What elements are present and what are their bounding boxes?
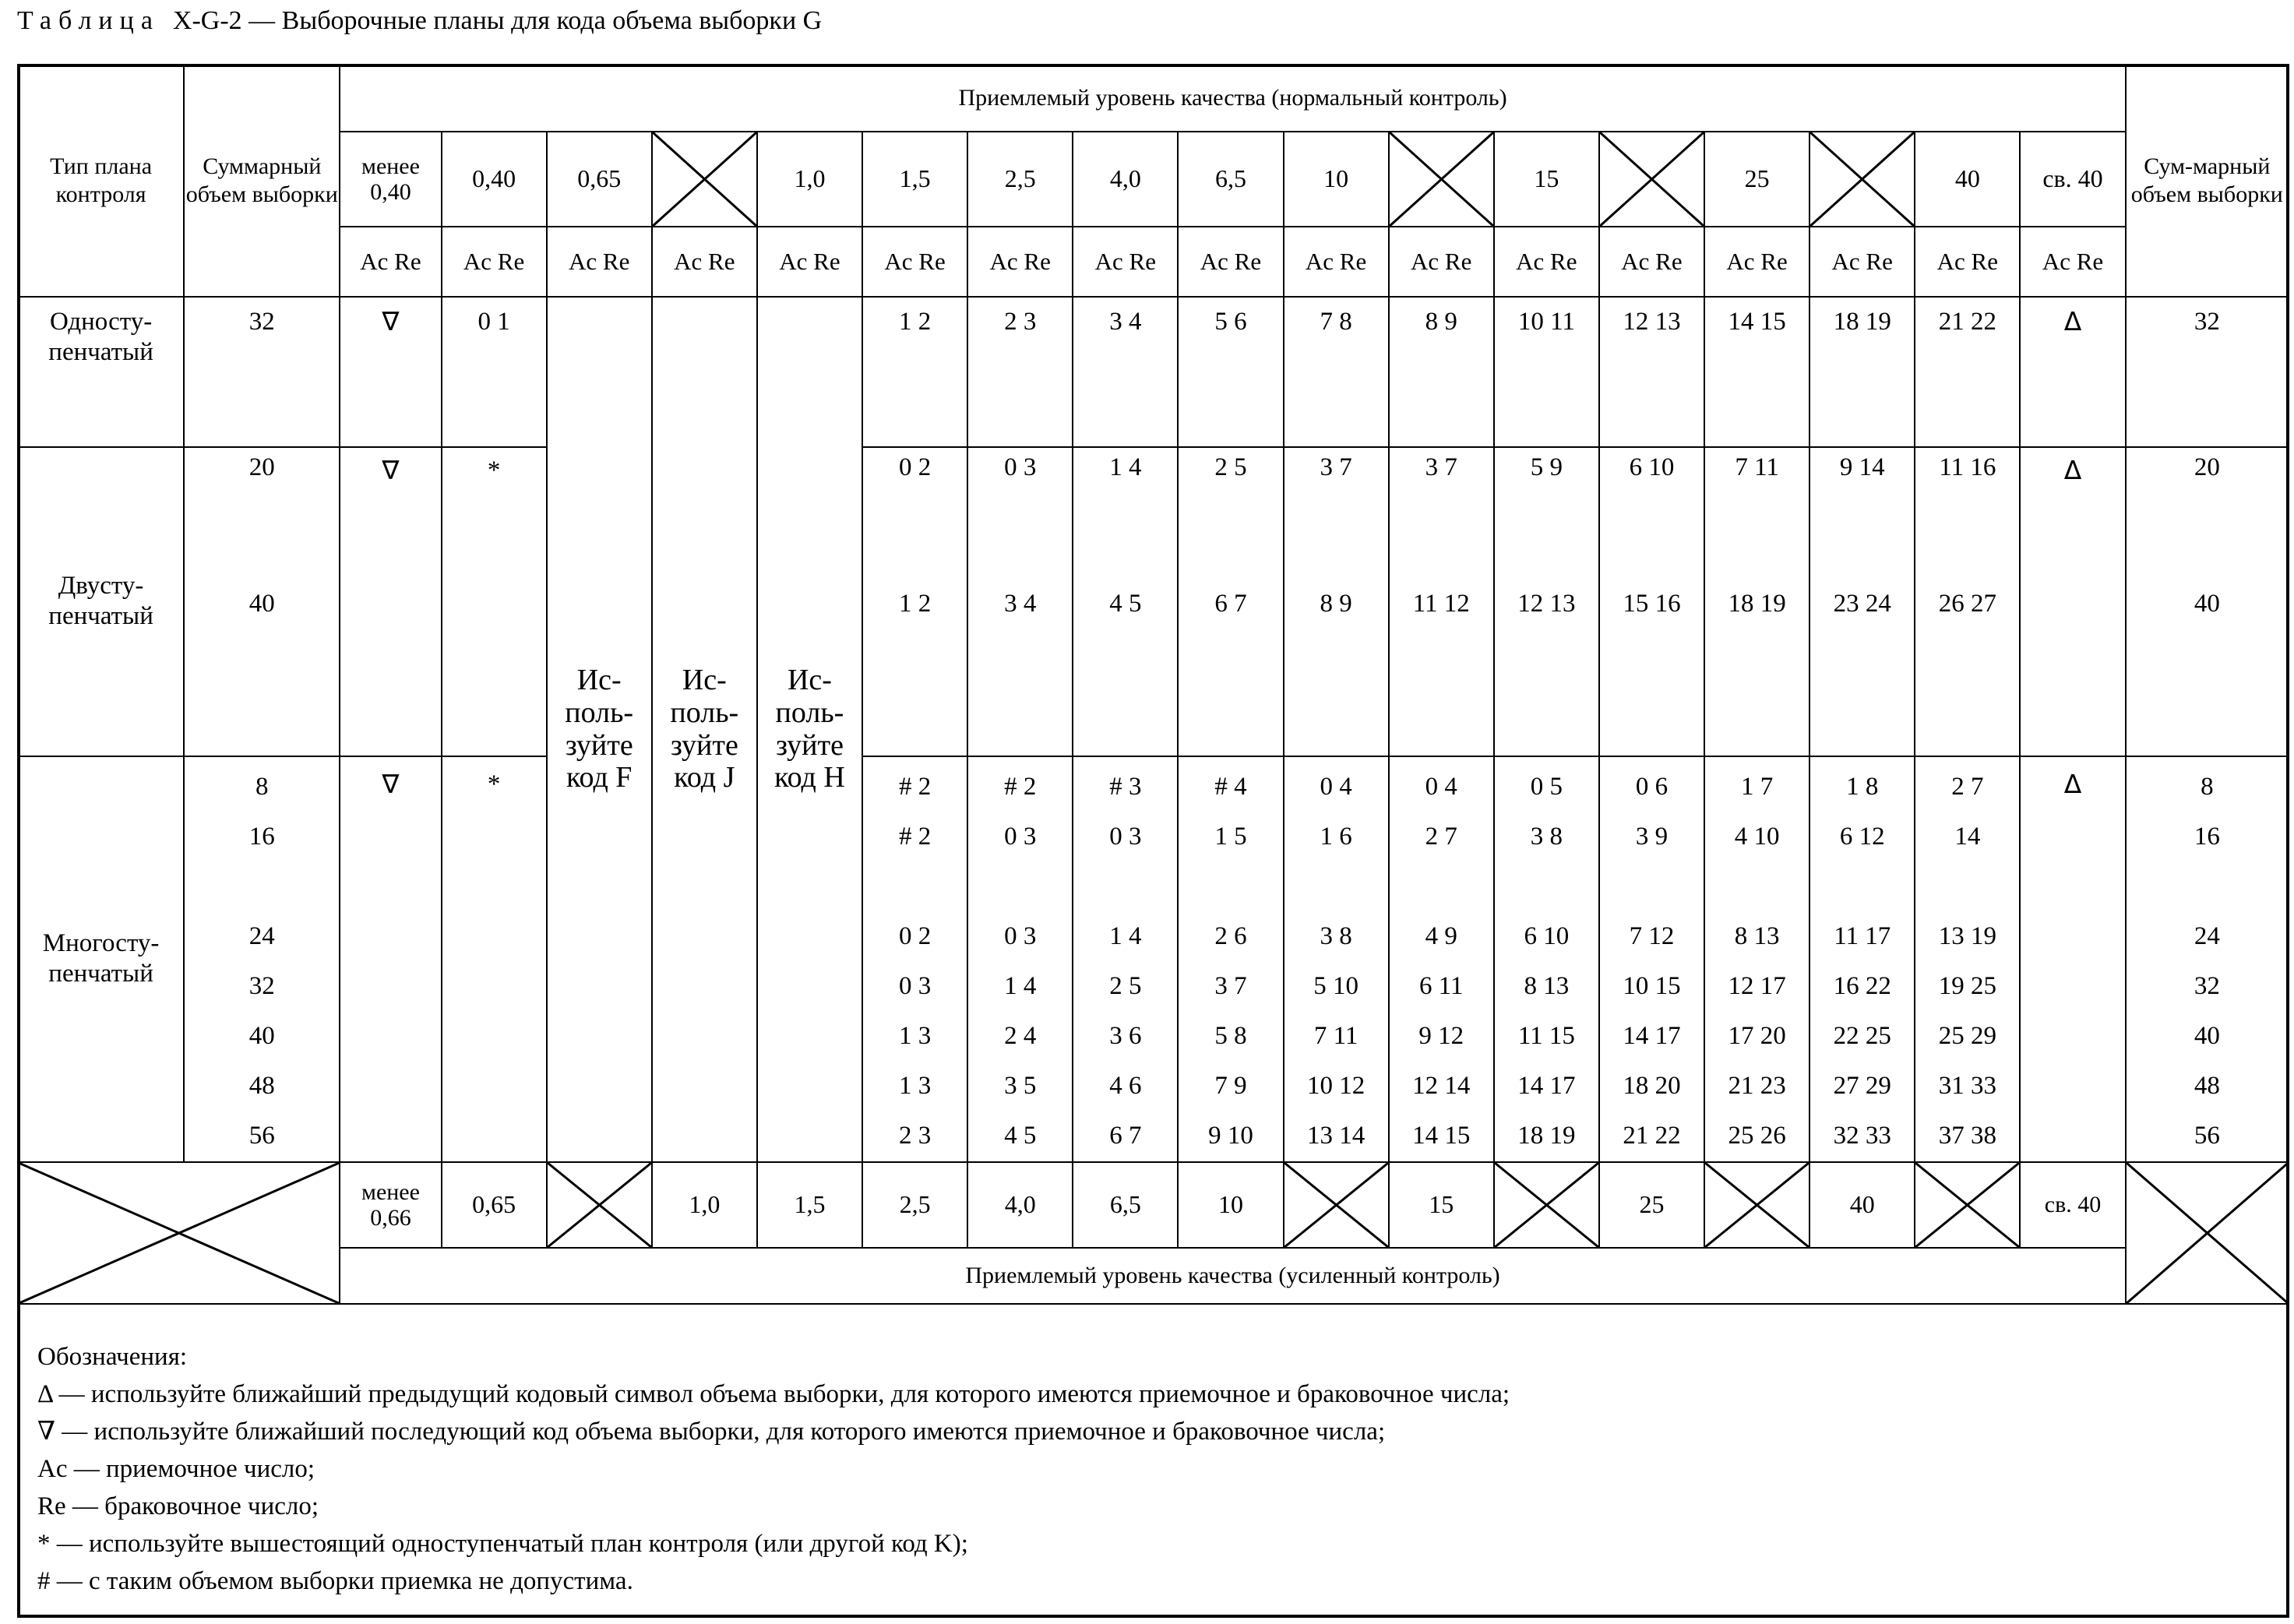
- ac-re-value: 19 25: [1938, 972, 1996, 1001]
- ac-re-value: 13 14: [1306, 1122, 1365, 1150]
- ac-re-header: Ac Re: [1704, 227, 1809, 297]
- use-code-j: Ис-поль-зуйте код J: [652, 297, 757, 1161]
- ac-re-value: 2 5: [1109, 972, 1142, 1001]
- ac-re-cell: [1389, 756, 1494, 1162]
- ac-re-value: 6 7: [1214, 589, 1247, 618]
- ac-re-value: 6 7: [1109, 1122, 1142, 1150]
- aql-normal-cell: св. 40: [2020, 132, 2125, 227]
- ac-re-value: 10 11: [1494, 297, 1599, 446]
- ac-re-header: Ac Re: [340, 227, 441, 297]
- legend-item: # — с таким объемом выборки приемка не допустима.: [37, 1567, 633, 1595]
- triangle-up-symbol: Δ: [2020, 447, 2125, 756]
- ac-re-value: 18 20: [1623, 1072, 1681, 1101]
- plan-type-double: Двусту-пенчатый: [18, 447, 184, 756]
- ac-re-value: 1 2: [898, 589, 932, 618]
- ac-re-value: 3 7: [1320, 453, 1352, 481]
- ac-re-value: 3 9: [1635, 823, 1669, 851]
- legend-item: Δ — используйте ближайший предыдущий кодовый символ объема выборки, для которого имеются приемочное и браковочное числа;: [37, 1380, 1510, 1408]
- ac-re-value: 24: [248, 922, 275, 951]
- table-caption: [17, 6, 822, 36]
- ac-re-value: 14: [1954, 823, 1981, 851]
- ac-re-cell: [2126, 756, 2289, 1162]
- ac-re-header: Ac Re: [1809, 227, 1915, 297]
- ac-re-value: 10 15: [1623, 972, 1681, 1001]
- crossed-out-cell: [1284, 1162, 1389, 1248]
- crossed-out-cell: [652, 132, 757, 227]
- ac-re-value: 0 4: [1320, 773, 1352, 801]
- aql-normal-cell: 0,65: [547, 132, 652, 227]
- ac-re-value: 7 11: [1313, 1022, 1358, 1051]
- plan-type-single: Односту-пенчатый: [18, 297, 184, 446]
- ac-re-value: 0 3: [1004, 453, 1037, 481]
- legend-title: Обозначения:: [37, 1343, 188, 1371]
- ac-re-value: 1 4: [1109, 922, 1142, 951]
- ac-re-header: Ac Re: [1073, 227, 1178, 297]
- value-stack: [1810, 762, 1914, 1161]
- ac-re-cell: [184, 447, 340, 756]
- ac-re-value: 2 5: [1214, 453, 1247, 481]
- ac-re-value: 1 8: [1846, 773, 1879, 801]
- ac-re-value: 14 15: [1412, 1122, 1471, 1150]
- crossed-out-corner: [2126, 1162, 2289, 1304]
- ac-re-value: 7 8: [1284, 297, 1389, 446]
- ac-re-value: 56: [248, 1122, 275, 1150]
- legend: [37, 1338, 1510, 1600]
- ac-re-cell: [967, 447, 1073, 756]
- ac-re-value: 14 17: [1517, 1072, 1576, 1101]
- ac-re-value: 32 33: [1833, 1122, 1891, 1150]
- value-stack: [2127, 762, 2288, 1161]
- ac-re-value: 10 12: [1306, 1072, 1365, 1101]
- ac-re-value: 3 4: [1004, 589, 1037, 618]
- ac-re-value: 11 16: [1939, 453, 1996, 481]
- ac-re-cell: [1494, 447, 1599, 756]
- ac-re-value: 27 29: [1833, 1072, 1891, 1101]
- ac-re-value: 16 22: [1833, 972, 1891, 1001]
- use-code-h: Ис-поль-зуйте код H: [757, 297, 862, 1161]
- use-code-f: Ис-поль-зуйте код F: [547, 297, 652, 1161]
- ac-re-value: 2 3: [898, 1122, 932, 1150]
- aql-normal-cell: 1,5: [862, 132, 967, 227]
- ac-re-value: 31 33: [1938, 1072, 1996, 1101]
- ac-re-value: 1 7: [1740, 773, 1774, 801]
- ac-re-cell: [1389, 447, 1494, 756]
- ac-re-header: Ac Re: [1284, 227, 1389, 297]
- ac-re-value: 16: [248, 823, 275, 851]
- ac-re-header: Ac Re: [2020, 227, 2125, 297]
- ac-re-cell: [1494, 756, 1599, 1162]
- value-stack: [968, 762, 1072, 1161]
- aql-normal-cell: 4,0: [1073, 132, 1178, 227]
- ac-re-value: 5 10: [1313, 972, 1358, 1001]
- ac-re-value: 2 3: [967, 297, 1073, 446]
- ac-re-value: 0 1: [442, 297, 547, 446]
- crossed-out-cell: [547, 1162, 652, 1248]
- ac-re-header: Ac Re: [1494, 227, 1599, 297]
- ac-re-value: 3 8: [1530, 823, 1563, 851]
- ac-re-value: 3 8: [1320, 922, 1352, 951]
- ac-re-value: 24: [2194, 922, 2220, 951]
- ac-re-value: # 2: [1004, 773, 1037, 801]
- ac-re-value: 5 6: [1178, 297, 1283, 446]
- ac-re-value: 18 19: [1809, 297, 1915, 446]
- ac-re-value: 4 9: [1425, 922, 1457, 951]
- value-stack: [1284, 762, 1388, 1161]
- value-stack: [1390, 762, 1493, 1161]
- ac-re-cell: [862, 756, 967, 1162]
- ac-re-value: 0 2: [898, 453, 932, 481]
- legend-item: ∇ — используйте ближайший последующий код объема выборки, для которого имеются приемочное и браковочное числа;: [37, 1418, 1386, 1446]
- value-stack: [185, 762, 339, 1161]
- ac-re-cell: [1915, 756, 2020, 1162]
- ac-re-value: 25 26: [1728, 1122, 1786, 1150]
- crossed-out-cell: [1389, 132, 1494, 227]
- legend-item: Re — браковочное число;: [37, 1492, 319, 1520]
- ac-re-value: 12 13: [1599, 297, 1704, 446]
- ac-re-value: 4 5: [1109, 589, 1142, 618]
- plan-type-multiple: Многосту-пенчатый: [18, 756, 184, 1162]
- header-cumulative-sample-right: Сум-марный объем выборки: [2126, 65, 2289, 297]
- ac-re-value: 7 9: [1214, 1072, 1247, 1101]
- ac-re-value: 17 20: [1728, 1022, 1786, 1051]
- aql-tightened-cell: 0,65: [442, 1162, 547, 1248]
- ac-re-value: 13 19: [1938, 922, 1996, 951]
- ac-re-value: 1 6: [1320, 823, 1352, 851]
- ac-re-cell: [2126, 447, 2289, 756]
- ac-re-value: 40: [248, 589, 275, 618]
- sampling-plan-table: [17, 64, 2289, 1305]
- arrow-down-symbol: ∇: [340, 756, 441, 1162]
- ac-re-value: 3 6: [1109, 1022, 1142, 1051]
- aql-tightened-cell: 40: [1809, 1162, 1915, 1248]
- sample-size-right: 32: [2126, 297, 2289, 446]
- ac-re-value: 1 4: [1004, 972, 1037, 1001]
- ac-re-value: 0 3: [1004, 823, 1037, 851]
- ac-re-value: 4 10: [1734, 823, 1780, 851]
- header-plan-type: Тип плана контроля: [18, 65, 184, 297]
- ac-re-value: 7 11: [1735, 453, 1779, 481]
- ac-re-value: 9 10: [1208, 1122, 1253, 1150]
- ac-re-value: 0 3: [1004, 922, 1037, 951]
- crossed-out-cell: [1494, 1162, 1599, 1248]
- ac-re-value: 9 12: [1418, 1022, 1464, 1051]
- aql-normal-cell: менее 0,40: [340, 132, 441, 227]
- ac-re-value: 21 22: [1623, 1122, 1681, 1150]
- ac-re-header: Ac Re: [757, 227, 862, 297]
- ac-re-value: 2 7: [1425, 823, 1457, 851]
- ac-re-header: Ac Re: [1599, 227, 1704, 297]
- ac-re-value: # 2: [898, 773, 932, 801]
- ac-re-cell: [1284, 756, 1389, 1162]
- value-stack: [1705, 762, 1809, 1161]
- ac-re-cell: [1178, 447, 1283, 756]
- arrow-down-symbol: ∇: [340, 447, 441, 756]
- legend-item: * — используйте вышестоящий одноступенчатый план контроля (или другой код K);: [37, 1530, 968, 1558]
- ac-re-value: 3 7: [1214, 972, 1247, 1001]
- ac-re-value: 11 17: [1834, 922, 1891, 951]
- ac-re-value: 3 5: [1004, 1072, 1037, 1101]
- ac-re-value: 16: [2194, 823, 2220, 851]
- ac-re-header: Ac Re: [967, 227, 1073, 297]
- legend-item: Ac — приемочное число;: [37, 1455, 315, 1483]
- ac-re-value: # 3: [1109, 773, 1142, 801]
- ac-re-value: 8 13: [1734, 922, 1780, 951]
- ac-re-value: 11 15: [1517, 1022, 1575, 1051]
- ac-re-cell: [1915, 447, 2020, 756]
- ac-re-value: 26 27: [1938, 589, 1996, 618]
- ac-re-value: 2 7: [1951, 773, 1984, 801]
- ac-re-value: 20: [2194, 453, 2220, 481]
- ac-re-header: Ac Re: [1389, 227, 1494, 297]
- aql-tightened-cell: 10: [1178, 1162, 1283, 1248]
- aql-normal-cell: 0,40: [442, 132, 547, 227]
- ac-re-header: Ac Re: [652, 227, 757, 297]
- ac-re-value: 1 2: [862, 297, 967, 446]
- ac-re-value: 32: [248, 972, 275, 1001]
- ac-re-value: 3 7: [1425, 453, 1457, 481]
- ac-re-value: 7 12: [1629, 922, 1675, 951]
- crossed-out-corner: [18, 1162, 340, 1304]
- value-stack: [1495, 762, 1598, 1161]
- value-stack: [863, 762, 967, 1161]
- sample-size: 32: [184, 297, 340, 446]
- ac-re-value: 25 29: [1938, 1022, 1996, 1051]
- header-cumulative-sample: Суммарный объем выборки: [184, 65, 340, 297]
- aql-tightened-cell: 6,5: [1073, 1162, 1178, 1248]
- ac-re-value: 3 4: [1073, 297, 1178, 446]
- aql-normal-cell: 1,0: [757, 132, 862, 227]
- ac-re-value: 0 2: [898, 922, 932, 951]
- ac-re-value: 4 5: [1004, 1122, 1037, 1150]
- ac-re-cell: [1178, 756, 1283, 1162]
- ac-re-cell: [1809, 756, 1915, 1162]
- triangle-up-symbol: Δ: [2020, 297, 2125, 446]
- ac-re-value: 40: [2194, 1022, 2220, 1051]
- ac-re-value: 1 5: [1214, 823, 1247, 851]
- header-normal-aql-title: Приемлемый уровень качества (нормальный контроль): [340, 65, 2125, 132]
- ac-re-value: # 2: [898, 823, 932, 851]
- ac-re-value: 6 11: [1418, 972, 1464, 1001]
- ac-re-value: 0 3: [898, 972, 932, 1001]
- value-stack: [1073, 762, 1177, 1161]
- aql-tightened-cell: 15: [1389, 1162, 1494, 1248]
- ac-re-value: 40: [2194, 589, 2220, 618]
- ac-re-value: 14 17: [1623, 1022, 1681, 1051]
- ac-re-value: # 4: [1214, 773, 1247, 801]
- header-tightened-aql-title: Приемлемый уровень качества (усиленный контроль): [340, 1248, 2125, 1304]
- ac-re-header: Ac Re: [547, 227, 652, 297]
- ac-re-value: 5 8: [1214, 1022, 1247, 1051]
- aql-normal-cell: 40: [1915, 132, 2020, 227]
- ac-re-value: 37 38: [1938, 1122, 1996, 1150]
- ac-re-cell: [1073, 756, 1178, 1162]
- ac-re-header: Ac Re: [1178, 227, 1283, 297]
- ac-re-value: 1 4: [1109, 453, 1142, 481]
- ac-re-value: 12 14: [1412, 1072, 1471, 1101]
- ac-re-value: 0 3: [1109, 823, 1142, 851]
- ac-re-value: 22 25: [1833, 1022, 1891, 1051]
- ac-re-value: 4 6: [1109, 1072, 1142, 1101]
- value-stack: [1600, 762, 1704, 1161]
- arrow-down-symbol: ∇: [340, 297, 441, 446]
- ac-re-value: 12 17: [1728, 972, 1786, 1001]
- aql-tightened-cell: 25: [1599, 1162, 1704, 1248]
- value-stack: [1179, 762, 1282, 1161]
- aql-normal-cell: 2,5: [967, 132, 1073, 227]
- aql-normal-cell: 15: [1494, 132, 1599, 227]
- ac-re-value: 8: [2201, 773, 2214, 801]
- ac-re-value: 0 4: [1425, 773, 1457, 801]
- ac-re-value: 32: [2194, 972, 2220, 1001]
- ac-re-value: 21 22: [1915, 297, 2020, 446]
- aql-tightened-cell: 1,0: [652, 1162, 757, 1248]
- ac-re-value: 0 5: [1530, 773, 1563, 801]
- ac-re-value: 18 19: [1728, 589, 1786, 618]
- triangle-up-symbol: Δ: [2020, 756, 2125, 1162]
- crossed-out-cell: [1809, 132, 1915, 227]
- ac-re-value: *: [442, 756, 547, 1162]
- ac-re-value: 6 10: [1524, 922, 1570, 951]
- ac-re-value: 20: [248, 453, 275, 481]
- ac-re-value: 15 16: [1623, 589, 1681, 618]
- ac-re-cell: [1599, 756, 1704, 1162]
- ac-re-cell: [1599, 447, 1704, 756]
- ac-re-cell: [1073, 447, 1178, 756]
- ac-re-value: 8: [255, 773, 269, 801]
- ac-re-cell: [1809, 447, 1915, 756]
- ac-re-value: 48: [248, 1072, 275, 1101]
- ac-re-value: 40: [248, 1022, 275, 1051]
- ac-re-header: Ac Re: [442, 227, 547, 297]
- ac-re-value: *: [442, 447, 547, 756]
- crossed-out-cell: [1915, 1162, 2020, 1248]
- ac-re-value: 2 6: [1214, 922, 1247, 951]
- aql-tightened-cell: 4,0: [967, 1162, 1073, 1248]
- crossed-out-cell: [1599, 132, 1704, 227]
- ac-re-value: 8 9: [1320, 589, 1352, 618]
- aql-tightened-cell: св. 40: [2020, 1162, 2125, 1248]
- aql-tightened-cell: 1,5: [757, 1162, 862, 1248]
- ac-re-value: 18 19: [1517, 1122, 1576, 1150]
- ac-re-value: 14 15: [1704, 297, 1809, 446]
- ac-re-value: 6 12: [1839, 823, 1885, 851]
- ac-re-value: 9 14: [1839, 453, 1885, 481]
- ac-re-cell: [1284, 447, 1389, 756]
- ac-re-value: 48: [2194, 1072, 2220, 1101]
- ac-re-value: 5 9: [1530, 453, 1563, 481]
- ac-re-cell: [184, 756, 340, 1162]
- aql-normal-cell: 10: [1284, 132, 1389, 227]
- crossed-out-cell: [1704, 1162, 1809, 1248]
- value-stack: [1915, 762, 2019, 1161]
- ac-re-cell: [862, 447, 967, 756]
- aql-tightened-cell: менее 0,66: [340, 1162, 441, 1248]
- ac-re-value: 11 12: [1412, 589, 1470, 618]
- ac-re-cell: [967, 756, 1073, 1162]
- ac-re-value: 8 13: [1524, 972, 1570, 1001]
- ac-re-value: 8 9: [1389, 297, 1494, 446]
- ac-re-value: 2 4: [1004, 1022, 1037, 1051]
- ac-re-value: 21 23: [1728, 1072, 1786, 1101]
- caption-prefix: Таблица: [17, 6, 160, 35]
- aql-normal-cell: 25: [1704, 132, 1809, 227]
- ac-re-value: 1 3: [898, 1072, 932, 1101]
- ac-re-value: 23 24: [1833, 589, 1891, 618]
- ac-re-value: 56: [2194, 1122, 2220, 1150]
- caption-title: X-G-2 — Выборочные планы для кода объема выборки G: [172, 6, 823, 35]
- ac-re-value: 1 3: [898, 1022, 932, 1051]
- ac-re-header: Ac Re: [862, 227, 967, 297]
- ac-re-cell: [1704, 756, 1809, 1162]
- aql-normal-cell: 6,5: [1178, 132, 1283, 227]
- aql-tightened-cell: 2,5: [862, 1162, 967, 1248]
- ac-re-value: 12 13: [1517, 589, 1576, 618]
- ac-re-header: Ac Re: [1915, 227, 2020, 297]
- ac-re-value: 6 10: [1629, 453, 1675, 481]
- ac-re-value: 0 6: [1635, 773, 1669, 801]
- ac-re-cell: [1704, 447, 1809, 756]
